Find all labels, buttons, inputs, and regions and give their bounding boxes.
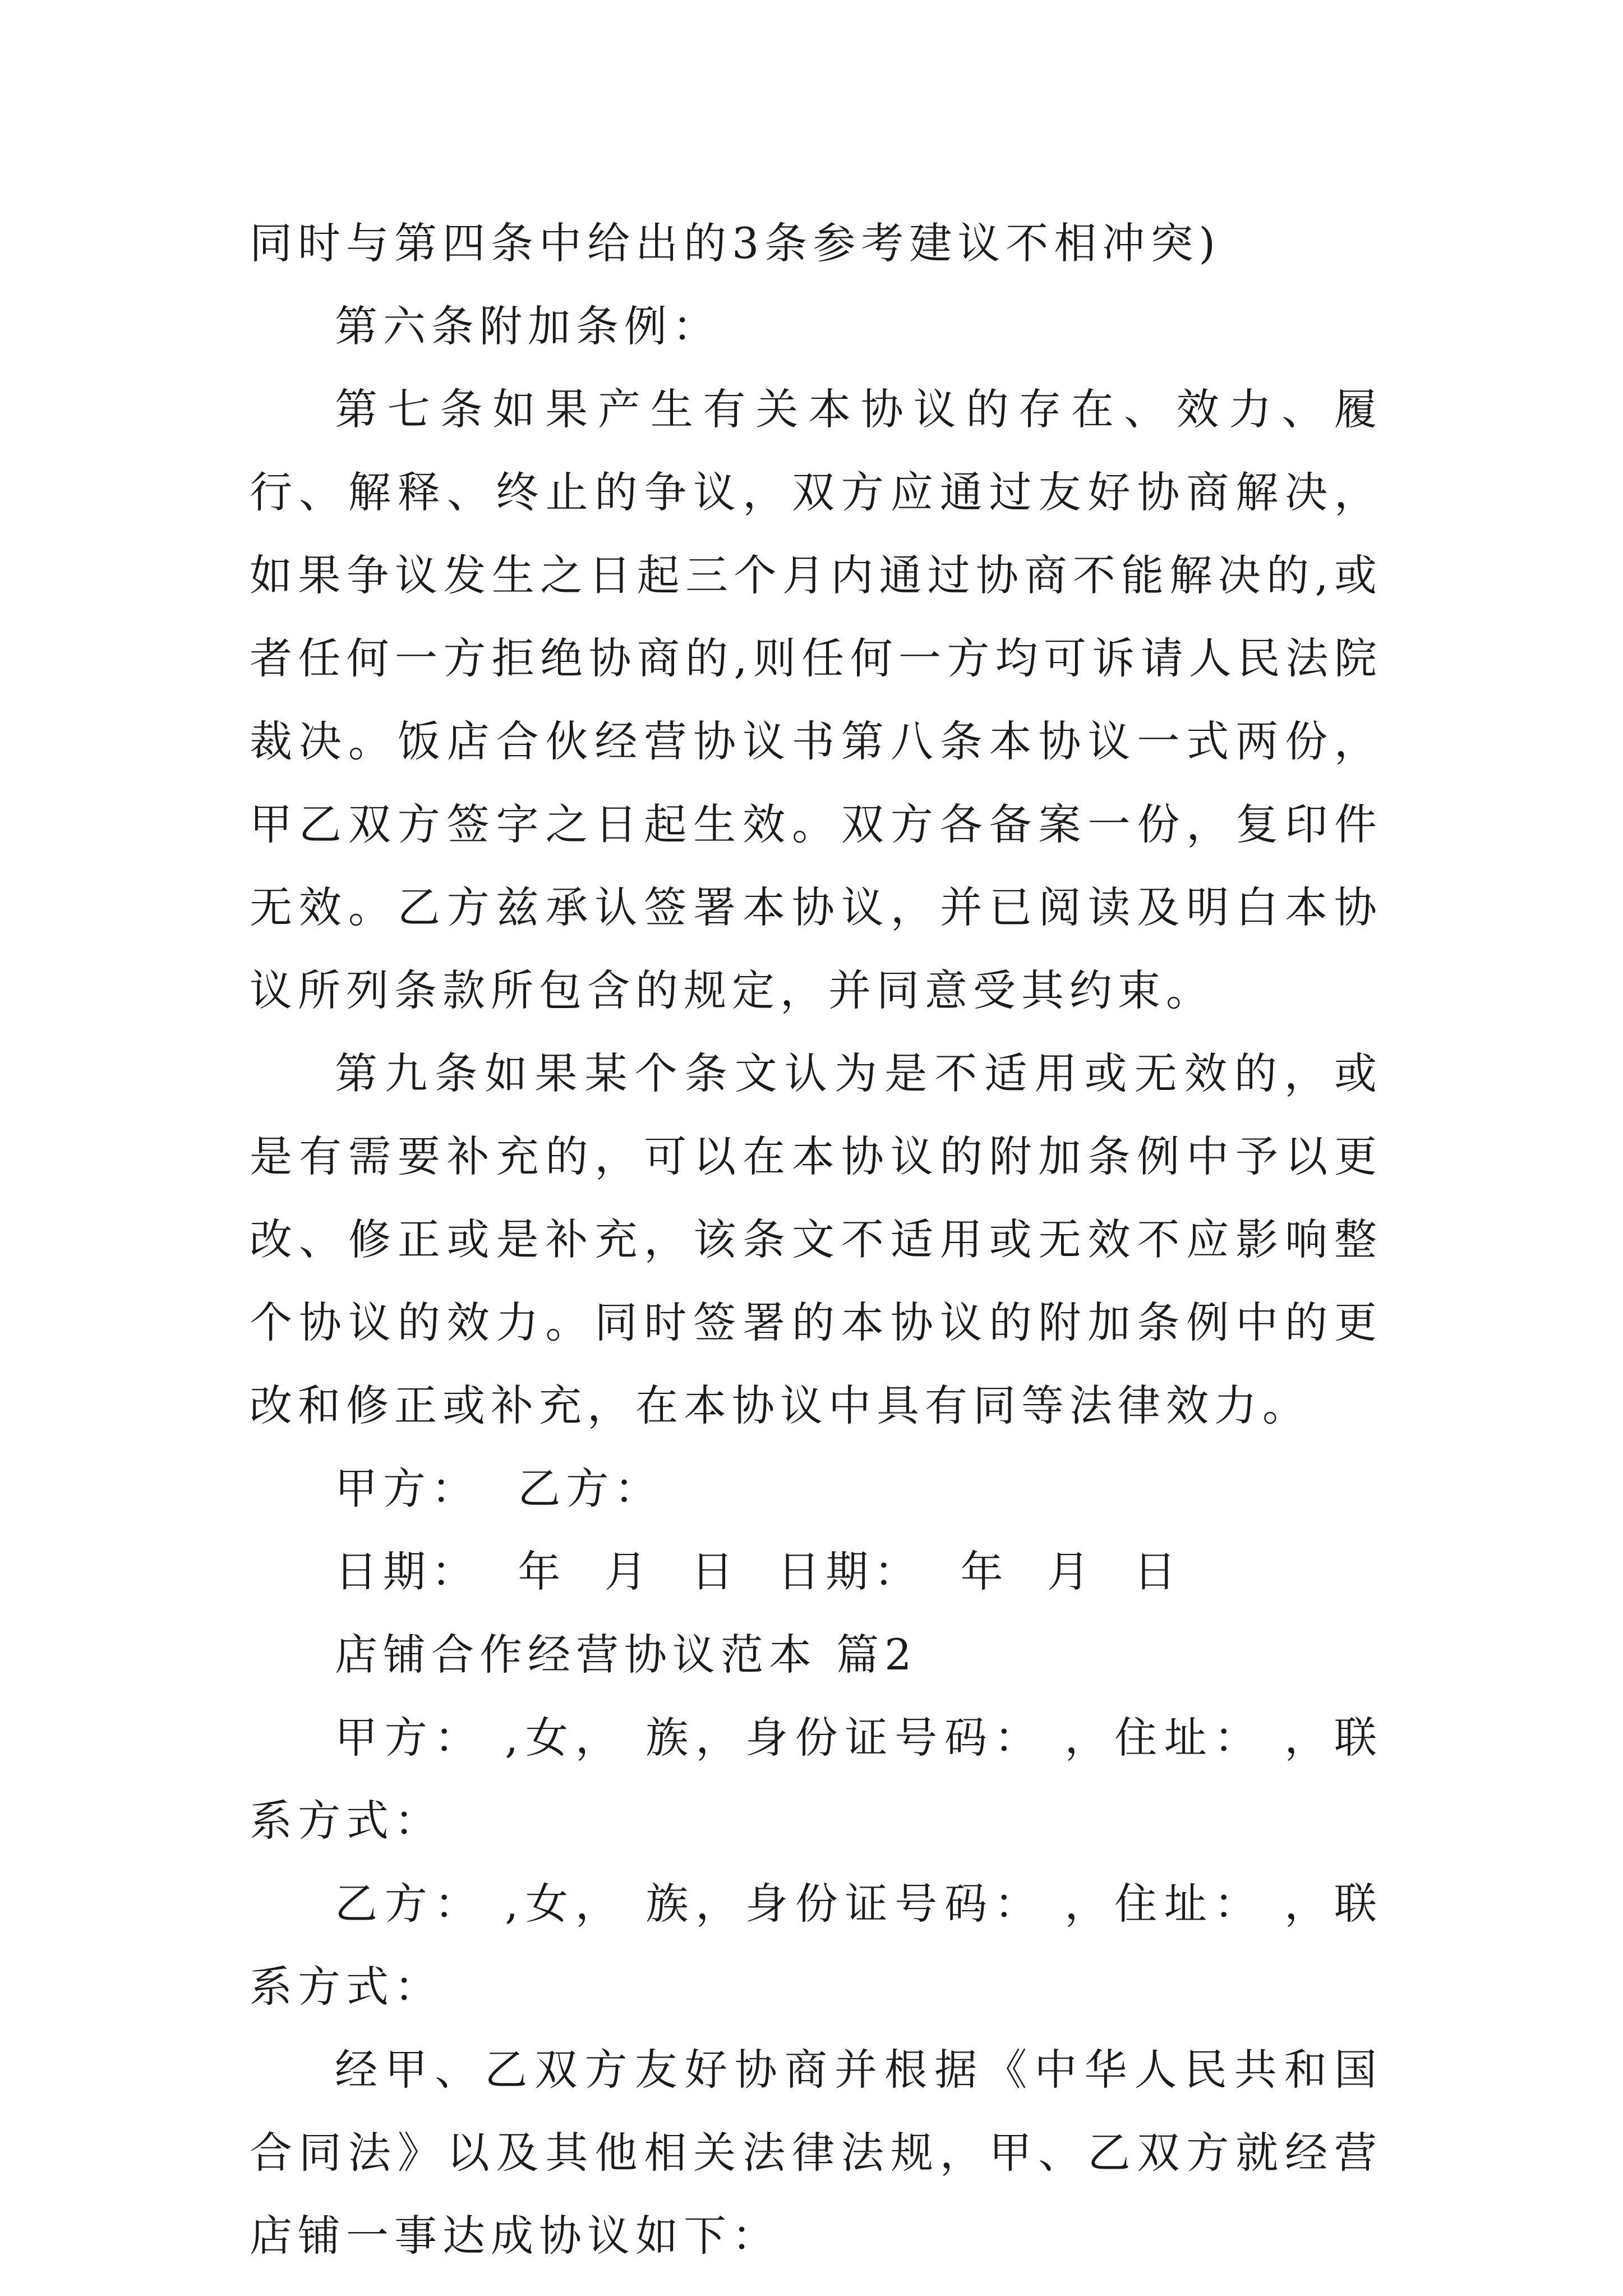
- signature-date-line: 日期： 年 月 日 日期： 年 月 日: [335, 1547, 1182, 1596]
- party-b-info: 乙方： ,女， 族，身份证号码： ，住址： ，联系方式：: [250, 1879, 1382, 2012]
- signature-parties-line: 甲方： 乙方：: [335, 1464, 663, 1513]
- paragraph-article-9: 第九条如果某个条文认为是不适用或无效的，或是有需要补充的，可以在本协议的附加条例中予以更改、修正或是补充，该条文不适用或无效不应影响整个协议的效力。同时签署的本协议的附加条例中的更改和修正或补充，在本协议中具有同等法律效力。: [250, 1048, 1382, 1430]
- paragraph-article-6: 第六条附加条例：: [335, 301, 721, 351]
- section-heading: 店铺合作经营协议范本 篇2: [335, 1630, 917, 1680]
- paragraph-agreement-intro: 经甲、乙双方友好协商并根据《中华人民共和国合同法》以及其他相关法律法规，甲、乙双方就经营 店铺一事达成协议如下：: [250, 2045, 1382, 2261]
- party-a-info: 甲方： ,女， 族，身份证号码： ，住址： ，联系方式：: [250, 1713, 1382, 1846]
- paragraph-article-7: 第七条如果产生有关本协议的存在、效力、履行、解释、终止的争议，双方应通过友好协商解决，如果争议发生之日起三个月内通过协商不能解决的,或者任何一方拒绝协商的,则任何一方均可诉请人民法院裁决。饭店合伙经营协议书第八条本协议一式两份，甲乙双方签字之日起生效。双方各备案一份，复印件无效。乙方兹承认签署本协议，并已阅读及明白本协议所列条款所包含的规定，并同意受其约束。: [250, 384, 1382, 1015]
- document-body: [250, 202, 1382, 2277]
- paragraph-continuation: 同时与第四条中给出的3条参考建议不相冲突): [250, 218, 1221, 268]
